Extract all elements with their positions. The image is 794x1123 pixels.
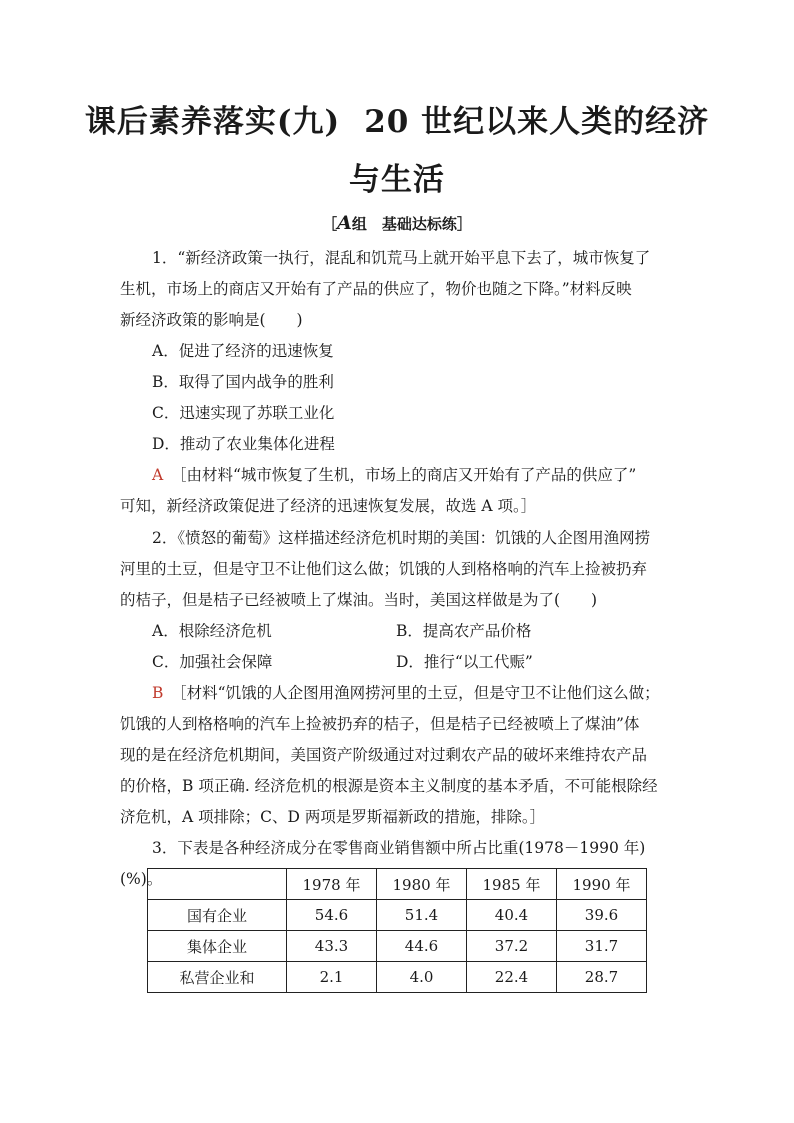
q2-option-c: C．加强社会保障 bbox=[152, 653, 273, 671]
table-cell: 44.6 bbox=[377, 931, 467, 962]
table-cell: 51.4 bbox=[377, 900, 467, 931]
table-cell: 2.1 bbox=[287, 962, 377, 993]
q2-explanation-text-1: ［材料“饥饿的人企图用渔网捞河里的土豆，但是守卫不让他们这么做； bbox=[178, 684, 660, 702]
title-line-2: 与生活 bbox=[349, 162, 445, 198]
table-cell: 39.6 bbox=[557, 900, 647, 931]
q1-option-a: A．促进了经济的迅速恢复 bbox=[152, 342, 334, 360]
table-header-cell: 1985 年 bbox=[467, 869, 557, 900]
q2-stem-line-1: 2．《愤怒的葡萄》这样描述经济危机时期的美国：饥饿的人企图用渔网捞 bbox=[152, 529, 651, 547]
table-header-cell: 1990 年 bbox=[557, 869, 647, 900]
q2-explanation bbox=[120, 678, 680, 833]
table-cell: 国有企业 bbox=[148, 900, 287, 931]
table-cell: 28.7 bbox=[557, 962, 647, 993]
group-text: 组 基础达标练 bbox=[351, 215, 457, 233]
table-row bbox=[148, 900, 647, 931]
q1-option-b: B．取得了国内战争的胜利 bbox=[152, 373, 334, 391]
table-cell: 37.2 bbox=[467, 931, 557, 962]
table-header-cell: 1978 年 bbox=[287, 869, 377, 900]
table-row bbox=[148, 962, 647, 993]
q1-stem-line-1: 1．“新经济政策一执行，混乱和饥荒马上就开始平息下去了，城市恢复了 bbox=[152, 249, 651, 267]
q2-option-d: D．推行“以工代赈” bbox=[396, 653, 533, 671]
table-row bbox=[148, 931, 647, 962]
q1-option-c: C．迅速实现了苏联工业化 bbox=[152, 404, 335, 422]
q2-explanation-line-4: 的价格，B 项正确. 经济危机的根源是资本主义制度的基本矛盾，不可能根除经 bbox=[120, 777, 658, 795]
table-cell: 31.7 bbox=[557, 931, 647, 962]
table-cell: 40.4 bbox=[467, 900, 557, 931]
q2-option-a: A．根除经济危机 bbox=[152, 622, 272, 640]
q2-explanation-line-5: 济危机，A 项排除；C、D 两项是罗斯福新政的措施，排除。］ bbox=[120, 808, 546, 826]
title-line-1 bbox=[0, 96, 794, 141]
q1-answer: A bbox=[152, 466, 164, 484]
table-cell: 私营企业和 bbox=[148, 962, 287, 993]
q2-explanation-line-1 bbox=[120, 678, 680, 709]
table-cell: 22.4 bbox=[467, 962, 557, 993]
q1-explanation-line-2: 可知，新经济政策促进了经济的迅速恢复发展，故选 A 项。］ bbox=[120, 497, 537, 515]
table-cell: 54.6 bbox=[287, 900, 377, 931]
question-1 bbox=[120, 243, 680, 522]
q1-explanation-text-1: ［由材料“城市恢复了生机，市场上的商店又开始有了产品的供应了” bbox=[178, 466, 637, 484]
q3-stem: 3．下表是各种经济成分在零售商业销售额中所占比重(1978－1990 年)(%)。 bbox=[120, 839, 646, 888]
table-header-cell: 1980 年 bbox=[377, 869, 467, 900]
group-bracket-close: ］ bbox=[456, 215, 472, 233]
title-part-right: 20 世纪以来人类的经济 bbox=[364, 104, 710, 140]
q2-answer: B bbox=[152, 684, 164, 702]
q2-explanation-line-2: 饥饿的人到格格响的汽车上捡被扔弃的桔子，但是桔子已经被喷上了煤油”体 bbox=[120, 715, 640, 733]
group-label bbox=[0, 212, 794, 234]
q2-stem-line-3: 的桔子，但是桔子已经被喷上了煤油。当时，美国这样做是为了( ) bbox=[120, 591, 598, 609]
q2-explanation-line-3: 现的是在经济危机期间，美国资产阶级通过对过剩农产品的破坏来维持农产品 bbox=[120, 746, 648, 764]
table-header-cell bbox=[148, 869, 287, 900]
title-part-left: 课后素养落实(九) bbox=[84, 104, 341, 140]
table-cell: 43.3 bbox=[287, 931, 377, 962]
share-table bbox=[147, 868, 647, 993]
group-letter: A bbox=[337, 212, 352, 234]
table-cell: 集体企业 bbox=[148, 931, 287, 962]
table-header-row bbox=[148, 869, 647, 900]
q1-stem-line-3: 新经济政策的影响是( ) bbox=[120, 311, 303, 329]
question-2 bbox=[120, 523, 680, 616]
table-cell: 4.0 bbox=[377, 962, 467, 993]
q1-explanation-line-1 bbox=[120, 460, 680, 491]
q2-stem-line-2: 河里的土豆，但是守卫不让他们这么做；饥饿的人到格格响的汽车上捡被扔弃 bbox=[120, 560, 648, 578]
q2-option-b: B．提高农产品价格 bbox=[396, 622, 532, 640]
q1-option-d: D．推动了农业集体化进程 bbox=[152, 435, 335, 453]
group-bracket-open: ［ bbox=[322, 215, 338, 233]
q1-stem-line-2: 生机，市场上的商店又开始有了产品的供应了，物价也随之下降。”材料反映 bbox=[120, 280, 632, 298]
